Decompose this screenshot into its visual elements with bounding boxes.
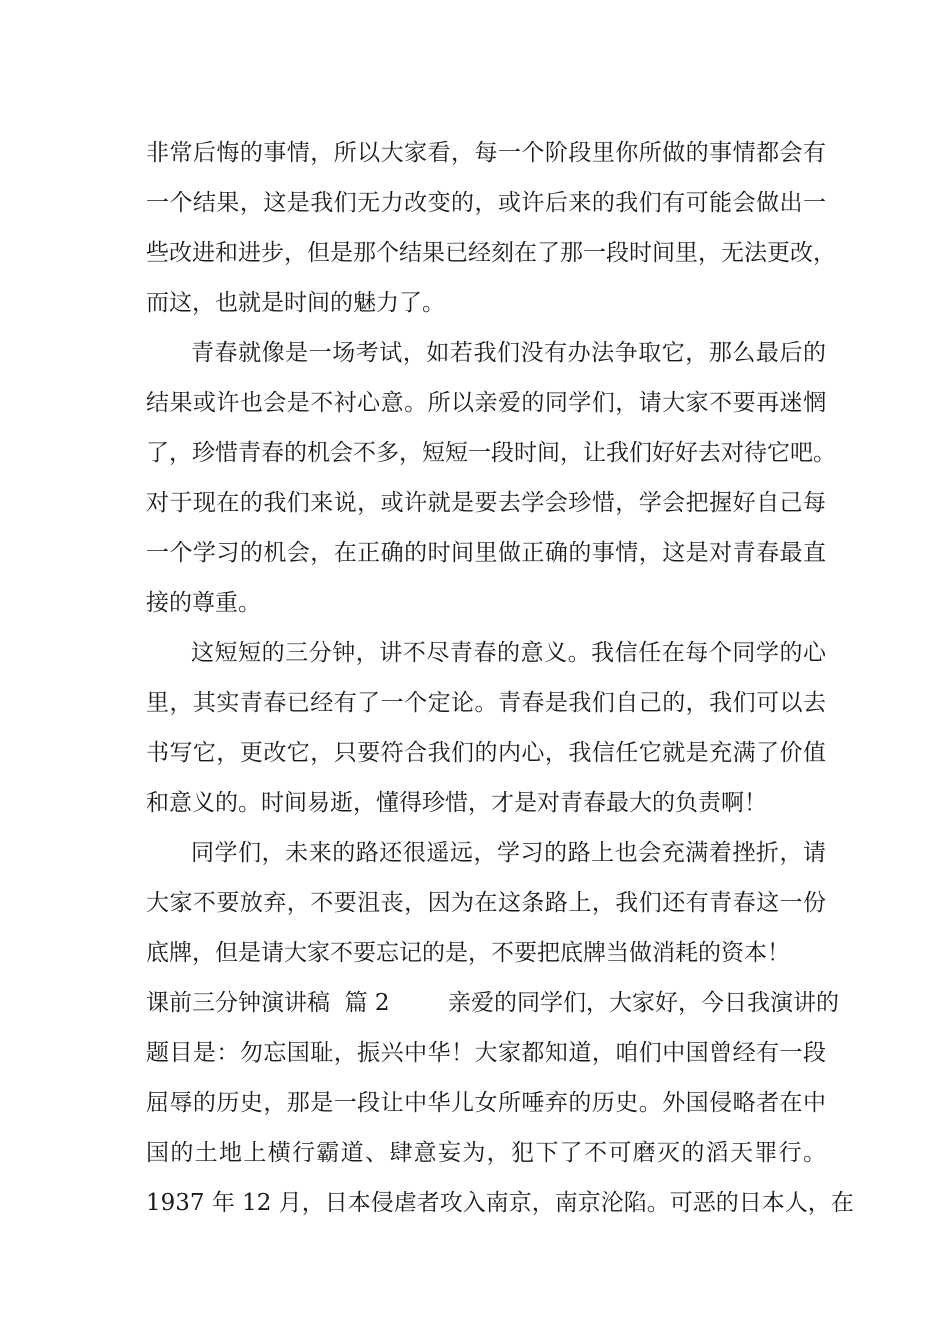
- document-body: [146, 128, 854, 1228]
- text-line: 大家不要放弃，不要沮丧，因为在这条路上，我们还有青春这一份: [146, 890, 826, 916]
- text-line: 书写它，更改它，只要符合我们的内心，我信任它就是充满了价值: [146, 740, 826, 766]
- text-line: 接的尊重。: [146, 590, 261, 616]
- text-line: 国的土地上横行霸道、肆意妄为，犯下了不可磨灭的滔天罪行。: [146, 1140, 826, 1166]
- text-line: 对于现在的我们来说，或许就是要去学会珍惜，学会把握好自己每: [146, 490, 826, 516]
- text-line: 而这，也就是时间的魅力了。: [146, 290, 445, 316]
- section-heading-line: 课前三分钟演讲稿 篇 2 亲爱的同学们，大家好，今日我演讲的: [146, 990, 840, 1016]
- text-line: 屈辱的历史，那是一段让中华儿女所唾弃的历史。外国侵略者在中: [146, 1090, 826, 1116]
- text-line: 1937 年 12 月，日本侵虐者攻入南京，南京沦陷。可恶的日本人，在: [146, 1190, 854, 1216]
- text-line: 一个结果，这是我们无力改变的，或许后来的我们有可能会做出一: [146, 190, 826, 216]
- paragraph-first-line: 这短短的三分钟，讲不尽青春的意义。我信任在每个同学的心: [191, 640, 826, 666]
- paragraph-first-line: 同学们，未来的路还很遥远，学习的路上也会充满着挫折，请: [191, 840, 826, 866]
- text-line: 些改进和进步，但是那个结果已经刻在了那一段时间里，无法更改，: [146, 240, 836, 266]
- text-line: 了，珍惜青春的机会不多，短短一段时间，让我们好好去对待它吧。: [146, 440, 836, 466]
- text-line: 非常后悔的事情，所以大家看，每一个阶段里你所做的事情都会有: [146, 140, 826, 166]
- text-line: 题目是：勿忘国耻，振兴中华！大家都知道，咱们中国曾经有一段: [146, 1040, 826, 1066]
- text-line: 和意义的。时间易逝，懂得珍惜，才是对青春最大的负责啊！: [146, 790, 767, 816]
- paragraph-first-line: 青春就像是一场考试，如若我们没有办法争取它，那么最后的: [191, 340, 826, 366]
- text-line: 结果或许也会是不衬心意。所以亲爱的同学们，请大家不要再迷惘: [146, 390, 826, 416]
- text-line: 底牌，但是请大家不要忘记的是，不要把底牌当做消耗的资本！: [146, 940, 790, 966]
- text-line: 一个学习的机会，在正确的时间里做正确的事情，这是对青春最直: [146, 540, 826, 566]
- text-line: 里，其实青春已经有了一个定论。青春是我们自己的，我们可以去: [146, 690, 826, 716]
